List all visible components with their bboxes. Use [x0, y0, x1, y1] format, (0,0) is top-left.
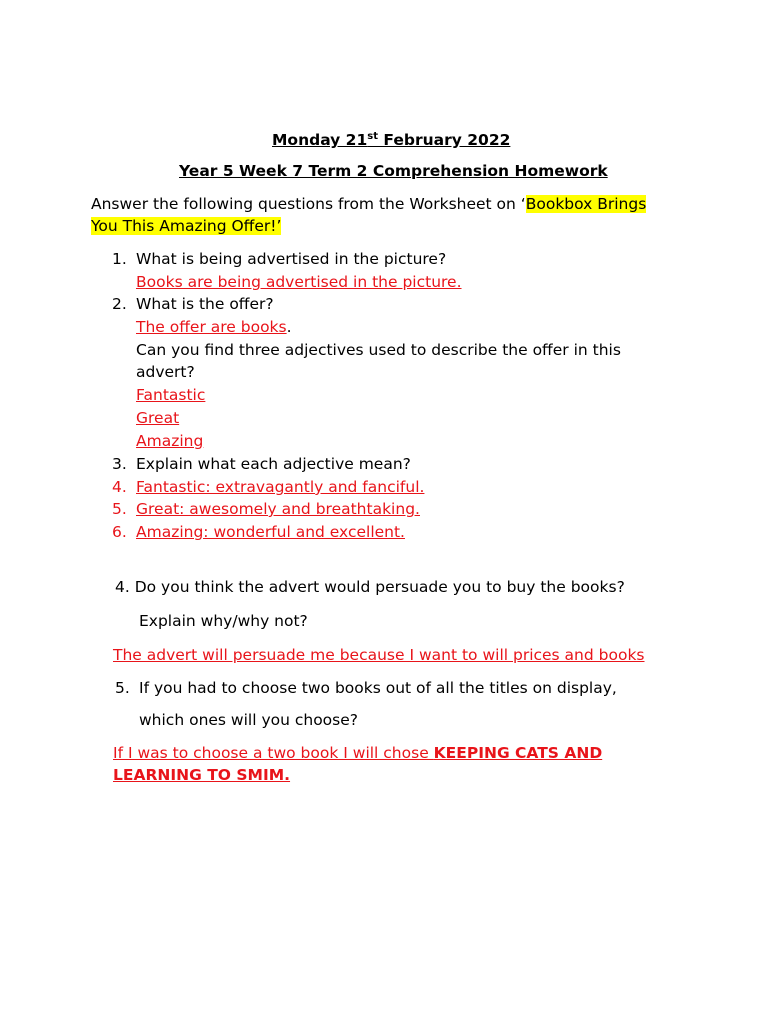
answer-4: The advert will persuade me because I want to will prices and books: [113, 646, 645, 664]
question-3: [112, 454, 411, 474]
question-number: 1.: [112, 250, 127, 268]
meaning-text: Amazing: wonderful and excellent.: [136, 523, 405, 541]
page-title: Year 5 Week 7 Term 2 Comprehension Homework: [179, 162, 608, 180]
question-text: What is being advertised in the picture?: [136, 250, 447, 268]
answer-5-bold-1: KEEPING CATS AND: [433, 744, 603, 762]
answer-5-line-1: [113, 743, 602, 763]
question-2: [112, 294, 274, 314]
adjective-item: Great: [136, 409, 180, 427]
question-5-sub: which ones will you choose?: [139, 711, 359, 729]
date-prefix: Monday 21: [272, 131, 368, 150]
intro-highlight-2: You This Amazing Offer!’: [91, 217, 282, 235]
meaning-text: Fantastic: extravagantly and fanciful.: [136, 478, 425, 496]
meaning-number: 6.: [112, 523, 127, 541]
answer-2-text: The offer are books: [136, 318, 287, 336]
question-5: [115, 678, 617, 698]
meaning-text: Great: awesomely and breathtaking.: [136, 500, 420, 518]
question-4-sub: Explain why/why not?: [139, 612, 308, 630]
meaning-item: [112, 477, 424, 497]
meaning-number: 4.: [112, 478, 127, 496]
page-date: [272, 127, 510, 150]
question-number: 3.: [112, 455, 127, 473]
date-ordinal: st: [367, 131, 378, 142]
meaning-item: [112, 499, 420, 519]
question-1: [112, 249, 446, 269]
meaning-item: [112, 522, 405, 542]
answer-5-lead: If I was to choose a two book I will chose: [113, 744, 434, 762]
answer-2: [136, 317, 292, 337]
question-4: 4. Do you think the advert would persuade you to buy the books?: [115, 578, 625, 596]
question-2-sub-line-1: Can you find three adjectives used to describe the offer in this: [136, 341, 621, 359]
answer-5-line-2: LEARNING TO SMIM.: [113, 766, 291, 784]
intro-line-1: [91, 194, 646, 214]
meaning-number: 5.: [112, 500, 127, 518]
adjective-item: Fantastic: [136, 386, 206, 404]
answer-1: Books are being advertised in the picture.: [136, 273, 462, 291]
intro-lead: Answer the following questions from the Worksheet on ‘: [91, 195, 526, 213]
date-suffix: February 2022: [378, 131, 511, 150]
question-2-sub-line-2: advert?: [136, 363, 195, 381]
question-number: 5.: [115, 679, 130, 697]
intro-highlight-1: Bookbox Brings: [525, 195, 647, 213]
question-text: Explain what each adjective mean?: [136, 455, 411, 473]
adjective-item: Amazing: [136, 432, 204, 450]
answer-2-period: .: [286, 318, 292, 336]
question-number: 2.: [112, 295, 127, 313]
intro-line-2: [91, 216, 281, 236]
question-text: What is the offer?: [136, 295, 274, 313]
question-text: If you had to choose two books out of all the titles on display,: [139, 679, 617, 697]
